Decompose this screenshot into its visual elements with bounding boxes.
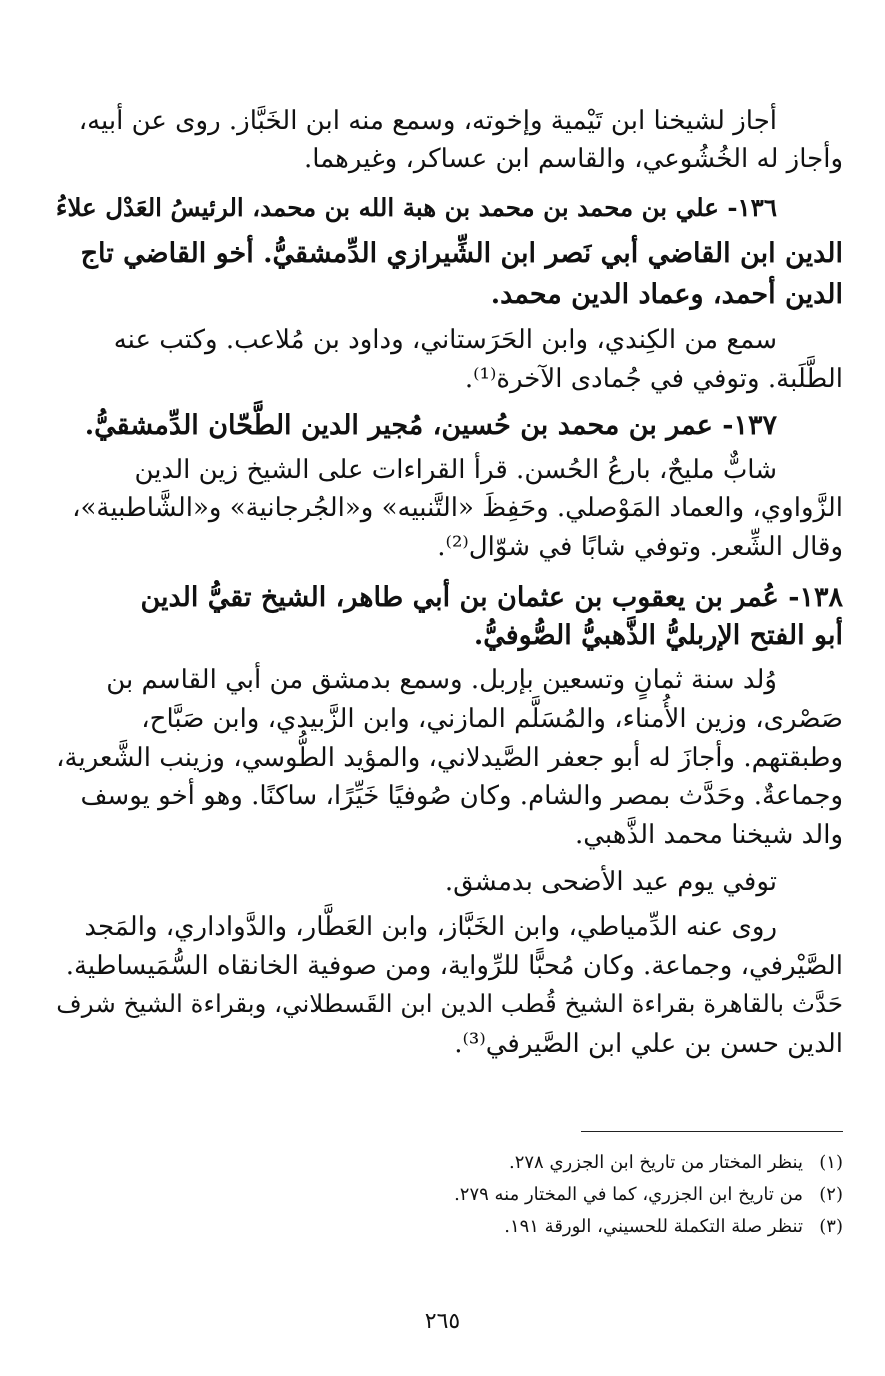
text-line: والد شيخنا محمد الذَّهبي. [575,820,843,850]
text-line: الصَّيْرفي، وجماعة. وكان مُحبًّا للرِّواية، ومن صوفية الخانقاه السُّمَيساطية. [65,951,843,981]
text-line: شابٌّ مليحٌ، بارعُ الحُسن. قرأ القراءات على الشيخ زين الدين [134,455,777,485]
footnote-text: من تاريخ ابن الجزري، كما في المختار منه ٢٧٩. [454,1184,803,1205]
text-line: وجماعةٌ. وحَدَّث بمصر والشام. وكان صُوفيًا خَيِّرًا، ساكنًا. وهو أخو يوسف [80,781,843,811]
entry-heading-line: الدين أحمد، وعماد الدين محمد. [490,279,843,310]
footnote-number: (٢) [819,1184,843,1205]
entry-heading-line: الدين ابن القاضي أبي نَصر ابن الشِّيرازي الدِّمشقيُّ. أخو القاضي تاج [80,238,843,269]
entry-heading-line: ١٣٨- عُمر بن يعقوب بن عثمان بن أبي طاهر، الشيخ تقيُّ الدين [140,582,843,613]
footnote-number: (١) [819,1152,843,1173]
footnote [504,1218,843,1236]
page-number: ٢٦٥ [424,1309,461,1334]
text-line: الطَّلَبة. وتوفي في جُمادى الآخرة⁽¹⁾. [464,364,843,394]
entry-heading-line: ١٣٦- علي بن محمد بن محمد بن هبة الله بن محمد، الرئيسُ العَدْل علاءُ [55,193,777,222]
text-line: روى عنه الدِّمياطي، وابن الخَبَّاز، وابن العَطَّار، والدَّواداري، والمَجد [84,912,777,942]
entry-heading-line: أبو الفتح الإربليُّ الذَّهبيُّ الصُّوفيُّ. [473,620,843,651]
text-line: وطبقتهم. وأجازَ له أبو جعفر الصَّيدلاني، والمؤيد الطُّوسي، وزينب الشَّعرية، [56,743,843,773]
footnote [454,1186,843,1204]
text-line: وُلد سنة ثمانٍ وتسعين بإربل. وسمع بدمشق من أبي القاسم بن [106,665,777,695]
text-line: الزَّواوي، والعماد المَوْصلي. وحَفِظَ «التَّنبيه» و«الجُرجانية» و«الشَّاطبية»، [72,493,843,523]
text-line: توفي يوم عيد الأضحى بدمشق. [444,867,777,897]
text-line: صَصْرى، وزين الأُمناء، والمُسَلَّم المازني، وابن الزَّبيدي، وابن صَبَّاح، [141,704,843,734]
footnote [509,1154,843,1172]
text-line: أجاز لشيخنا ابن تَيْمية وإخوته، وسمع منه ابن الخَبَّاز. روى عن أبيه، [78,106,777,136]
text-line: الدين حسن بن علي ابن الصَّيرفي⁽³⁾. [454,1029,843,1059]
footnote-divider [581,1131,843,1132]
footnote-text: تنظر صلة التكملة للحسيني، الورقة ١٩١. [504,1216,803,1237]
text-line: حَدَّث بالقاهرة بقراءة الشيخ قُطب الدين ابن القَسطلاني، وبقراءة الشيخ شرف [56,989,843,1018]
footnote-number: (٣) [819,1216,843,1237]
text-line: سمع من الكِندي، وابن الحَرَستاني، وداود بن مُلاعب. وكتب عنه [113,325,777,355]
entry-heading-line: ١٣٧- عمر بن محمد بن حُسين، مُجير الدين الطَّحّان الدِّمشقيُّ. [84,410,777,441]
footnote-text: ينظر المختار من تاريخ ابن الجزري ٢٧٨. [508,1152,803,1173]
text-line: وأجاز له الخُشُوعي، والقاسم ابن عساكر، وغيرهما. [303,144,843,174]
text-line: وقال الشِّعر. وتوفي شابًا في شوّال⁽²⁾. [437,532,843,562]
